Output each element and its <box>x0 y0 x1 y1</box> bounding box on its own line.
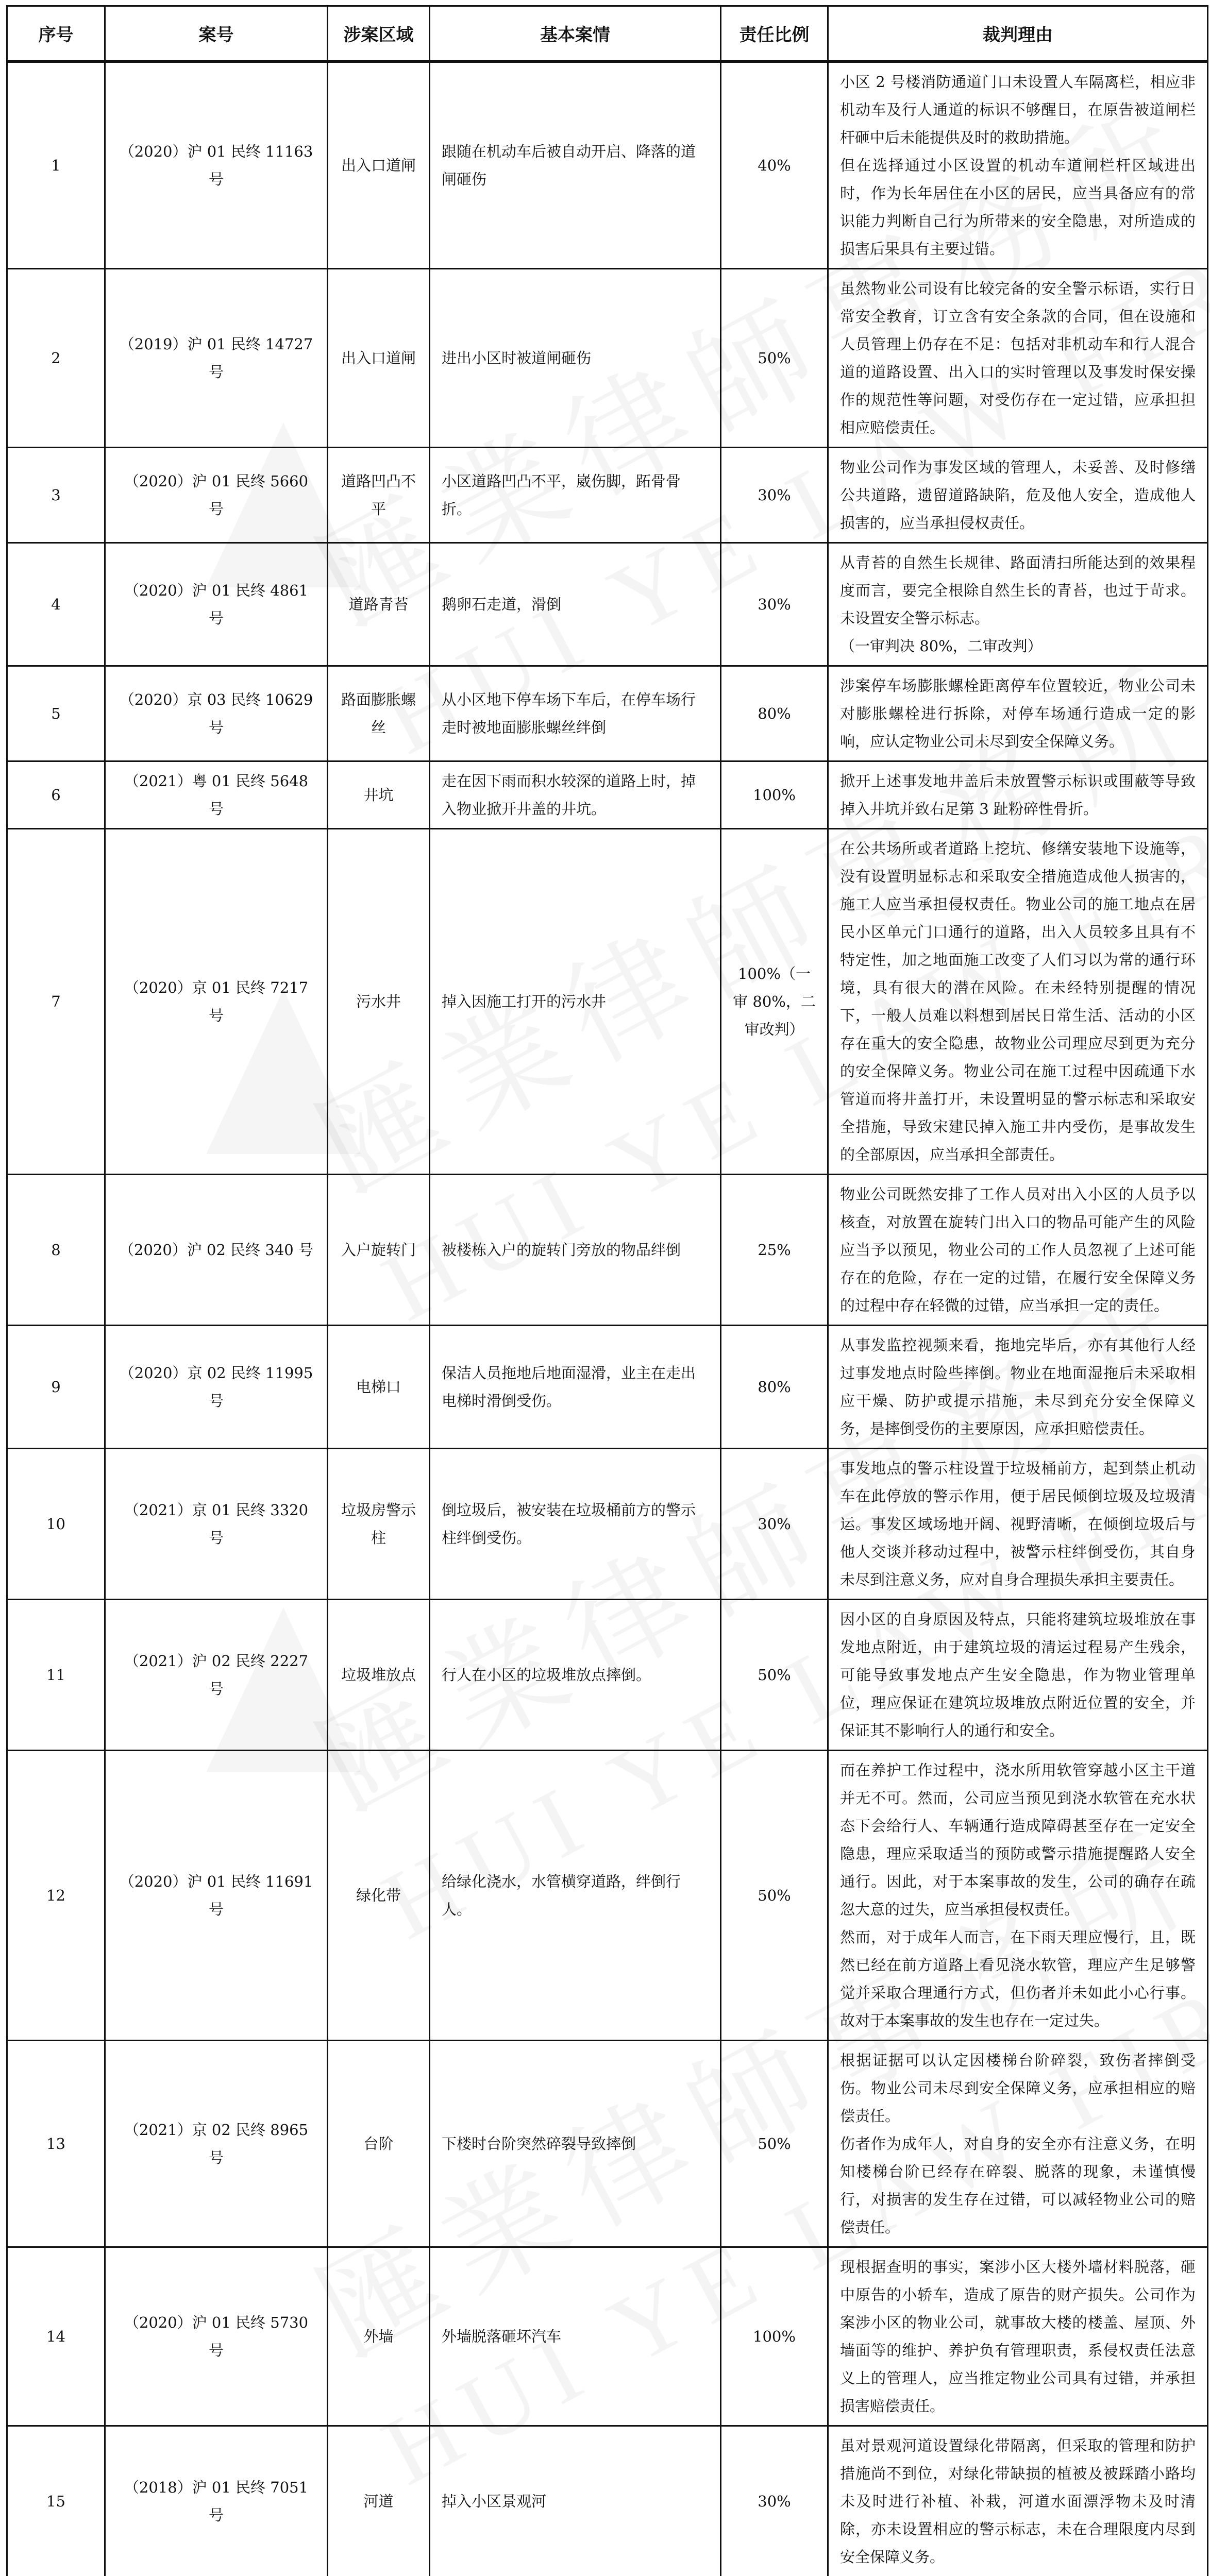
row-number: 8 <box>7 1175 105 1326</box>
row-number: 4 <box>7 543 105 666</box>
case-number: （2021）京 02 民终 8965 号 <box>105 2041 328 2247</box>
liability-ratio: 50% <box>721 1600 828 1751</box>
liability-ratio: 50% <box>721 1751 828 2041</box>
case-area: 垃圾堆放点 <box>328 1600 430 1751</box>
reason-paragraph: 涉案停车场膨胀螺栓距离停车位置较近，物业公司未对膨胀螺栓进行拆除，对停车场通行造成一定的影响，应认定物业公司未尽到安全保障义务。 <box>840 672 1196 755</box>
header-ratio: 责任比例 <box>721 6 828 62</box>
reason-paragraph: 而在养护工作过程中，浇水所用软管穿越小区主干道并无不可。然而，公司应当预见到浇水软管在充水状态下会给行人、车辆通行造成障碍甚至存在一定安全隐患，理应采取适当的预防或警示措施提醒路人安全通行。因此，对于本案事故的发生，公司的确存在疏忽大意的过失，应当承担侵权责任。 <box>840 1756 1196 1923</box>
row-number: 3 <box>7 448 105 543</box>
judgment-reason <box>828 269 1208 448</box>
header-case-number: 案号 <box>105 6 328 62</box>
liability-ratio: 100%（一审 80%，二审改判） <box>721 829 828 1175</box>
reason-paragraph: 因小区的自身原因及特点，只能将建筑垃圾堆放在事发地点附近，由于建筑垃圾的清运过程易产生残余，可能导致事发地点产生安全隐患，作为物业管理单位，理应保证在建筑垃圾堆放点附近位置的安全，并保证其不影响行人的通行和安全。 <box>840 1605 1196 1744</box>
row-number: 9 <box>7 1326 105 1449</box>
table-row <box>7 269 1208 448</box>
case-number: （2020）京 02 民终 11995 号 <box>105 1326 328 1449</box>
liability-ratio: 30% <box>721 543 828 666</box>
judgment-reason <box>828 2247 1208 2426</box>
case-area: 污水井 <box>328 829 430 1175</box>
case-facts: 鹅卵石走道，滑倒 <box>430 543 721 666</box>
case-facts: 跟随在机动车后被自动开启、降落的道闸砸伤 <box>430 61 721 269</box>
case-area: 电梯口 <box>328 1326 430 1449</box>
liability-ratio: 50% <box>721 2041 828 2247</box>
row-number: 14 <box>7 2247 105 2426</box>
row-number: 15 <box>7 2426 105 2576</box>
reason-paragraph: 虽然物业公司设有比较完备的安全警示标语，实行日常安全教育，订立含有安全条款的合同，但在设施和人员管理上仍存在不足：包括对非机动车和行人混合道的道路设置、出入口的实时管理以及事发时保安操作的规范性等问题，对受伤存在一定过错，应承担担相应赔偿责任。 <box>840 275 1196 442</box>
reason-paragraph: 从事发监控视频来看，拖地完毕后，亦有其他行人经过事发地点时险些摔倒。物业在地面湿拖后未采取相应干燥、防护或提示措施，未尽到充分安全保障义务，是摔倒受伤的主要原因，应承担赔偿责任。 <box>840 1331 1196 1443</box>
reason-paragraph: 掀开上述事发地井盖后未放置警示标识或围蔽等导致掉入井坑并致右足第 3 趾粉碎性骨折。 <box>840 767 1196 823</box>
judgment-reason <box>828 1175 1208 1326</box>
case-number: （2021）沪 02 民终 2227 号 <box>105 1600 328 1751</box>
reason-paragraph: 事发地点的警示柱设置于垃圾桶前方，起到禁止机动车在此停放的警示作用，便于居民倾倒垃圾及垃圾清运。事发区域场地开阔、视野清晰，在倾倒垃圾后与他人交谈并移动过程中，被警示柱绊倒受伤，其自身未尽到注意义务，应对自身合理损失承担主要责任。 <box>840 1454 1196 1594</box>
case-facts: 外墙脱落砸坏汽车 <box>430 2247 721 2426</box>
watermark-logo-icon <box>206 989 361 1154</box>
judgment-reason <box>828 666 1208 761</box>
reason-paragraph: 小区 2 号楼消防通道门口未设置人车隔离栏，相应非机动车及行人通道的标识不够醒目，在原告被道闸栏杆砸中后未能提供及时的救助措施。 <box>840 68 1196 151</box>
case-facts: 走在因下雨而积水较深的道路上时，掉入物业掀开井盖的井坑。 <box>430 761 721 829</box>
case-number: （2020）京 03 民终 10629 号 <box>105 666 328 761</box>
row-number: 1 <box>7 61 105 269</box>
case-number: （2020）沪 01 民终 4861 号 <box>105 543 328 666</box>
case-number: （2020）京 01 民终 7217 号 <box>105 829 328 1175</box>
case-facts: 下楼时台阶突然碎裂导致摔倒 <box>430 2041 721 2247</box>
table-row <box>7 761 1208 829</box>
row-number: 7 <box>7 829 105 1175</box>
case-area: 出入口道闸 <box>328 61 430 269</box>
reason-paragraph: 物业公司作为事发区域的管理人，未妥善、及时修缮公共道路，遗留道路缺陷，危及他人安全，造成他人损害的，应当承担侵权责任。 <box>840 453 1196 537</box>
case-facts: 从小区地下停车场下车后，在停车场行走时被地面膨胀螺丝绊倒 <box>430 666 721 761</box>
table-row <box>7 1449 1208 1600</box>
reason-paragraph: 在公共场所或者道路上挖坑、修缮安装地下设施等，没有设置明显标志和采取安全措施造成他人损害的，施工人应当承担侵权责任。物业公司的施工地点在居民小区单元门口通行的道路，出入人员较多且具有不特定性，加之地面施工改变了人们习以为常的通行环境，具有很大的潜在风险。在未经特别提醒的情况下，一般人员难以料想到居民日常生活、活动的小区存在重大的安全隐患，故物业公司理应尽到更为充分的安全保障义务。物业公司在施工过程中因疏通下水管道而将井盖打开，未设置明显的警示标志和采取安全措施，导致宋建民掉入施工井内受伤，是事故发生的全部原因，应当承担全部责任。 <box>840 835 1196 1168</box>
case-number: （2021）粤 01 民终 5648 号 <box>105 761 328 829</box>
row-number: 11 <box>7 1600 105 1751</box>
liability-ratio: 50% <box>721 269 828 448</box>
header-area: 涉案区域 <box>328 6 430 62</box>
case-area: 台阶 <box>328 2041 430 2247</box>
judgment-reason <box>828 543 1208 666</box>
liability-ratio: 40% <box>721 61 828 269</box>
judgment-reason <box>828 1751 1208 2041</box>
case-number: （2021）京 01 民终 3320 号 <box>105 1449 328 1600</box>
case-facts: 行人在小区的垃圾堆放点摔倒。 <box>430 1600 721 1751</box>
judgment-reason <box>828 2041 1208 2247</box>
header-reason: 裁判理由 <box>828 6 1208 62</box>
row-number: 6 <box>7 761 105 829</box>
judgment-reason <box>828 1326 1208 1449</box>
case-number: （2018）沪 01 民终 7051 号 <box>105 2426 328 2576</box>
judgment-reason <box>828 61 1208 269</box>
case-area: 绿化带 <box>328 1751 430 2041</box>
header-no: 序号 <box>7 6 105 62</box>
case-area: 外墙 <box>328 2247 430 2426</box>
row-number: 10 <box>7 1449 105 1600</box>
reason-paragraph: 从青苔的自然生长规律、路面清扫所能达到的效果程度而言，要完全根除自然生长的青苔，也过于苛求。未设置安全警示标志。 <box>840 549 1196 632</box>
judgment-reason <box>828 829 1208 1175</box>
table-row <box>7 61 1208 269</box>
table-row <box>7 1600 1208 1751</box>
liability-ratio: 80% <box>721 1326 828 1449</box>
reason-paragraph: 虽对景观河道设置绿化带隔离，但采取的管理和防护措施尚不到位，对绿化带缺损的植被及被踩踏小路均未及时进行补植、补栽，河道水面漂浮物未及时清除，亦未设置相应的警示标志，未在合理限度内尽到安全保障义务。 <box>840 2432 1196 2571</box>
case-area: 河道 <box>328 2426 430 2576</box>
case-number: （2020）沪 01 民终 5660 号 <box>105 448 328 543</box>
liability-ratio: 30% <box>721 1449 828 1600</box>
table-row <box>7 2247 1208 2426</box>
case-facts: 被楼栋入户的旋转门旁放的物品绊倒 <box>430 1175 721 1326</box>
reason-paragraph: 根据证据可以认定因楼梯台阶碎裂，致伤者摔倒受伤。物业公司未尽到安全保障义务，应承担相应的赔偿责任。 <box>840 2046 1196 2130</box>
table-row <box>7 666 1208 761</box>
liability-ratio: 30% <box>721 2426 828 2576</box>
case-number: （2020）沪 01 民终 11163 号 <box>105 61 328 269</box>
reason-paragraph: 现根据查明的事实，案涉小区大楼外墙材料脱落，砸中原告的小轿车，造成了原告的财产损失。公司作为案涉小区的物业公司，就事故大楼的楼盖、屋顶、外墙面等的维护、养护负有管理职责，系侵权责任法意义上的管理人，应当推定物业公司具有过错，并承担损害赔偿责任。 <box>840 2253 1196 2420</box>
reason-paragraph: 物业公司既然安排了工作人员对出入小区的人员予以核查，对放置在旋转门出入口的物品可能产生的风险应当予以预见，物业公司的工作人员忽视了上述可能存在的危险，存在一定的过错，在履行安全保障义务的过程中存在轻微的过错，应当承担一定的责任。 <box>840 1180 1196 1319</box>
row-number: 12 <box>7 1751 105 2041</box>
table-row <box>7 829 1208 1175</box>
reason-paragraph: 伤者作为成年人，对自身的安全亦有注意义务，在明知楼梯台阶已经存在碎裂、脱落的现象，未谨慎慢行，对损害的发生存在过错，可以减轻物业公司的赔偿责任。 <box>840 2130 1196 2241</box>
case-facts: 掉入小区景观河 <box>430 2426 721 2576</box>
liability-ratio: 80% <box>721 666 828 761</box>
case-facts: 掉入因施工打开的污水井 <box>430 829 721 1175</box>
case-area: 入户旋转门 <box>328 1175 430 1326</box>
table-row <box>7 448 1208 543</box>
case-number: （2020）沪 01 民终 11691 号 <box>105 1751 328 2041</box>
case-facts: 保洁人员拖地后地面湿滑，业主在走出电梯时滑倒受伤。 <box>430 1326 721 1449</box>
case-facts: 小区道路凹凸不平，崴伤脚，跖骨骨折。 <box>430 448 721 543</box>
case-facts: 给绿化浇水，水管横穿道路，绊倒行人。 <box>430 1751 721 2041</box>
case-area: 道路凹凸不平 <box>328 448 430 543</box>
case-facts: 倒垃圾后，被安装在垃圾桶前方的警示柱绊倒受伤。 <box>430 1449 721 1600</box>
table-body <box>7 61 1208 2576</box>
table-row <box>7 1175 1208 1326</box>
case-area: 垃圾房警示柱 <box>328 1449 430 1600</box>
row-number: 13 <box>7 2041 105 2247</box>
case-facts: 进出小区时被道闸砸伤 <box>430 269 721 448</box>
case-area: 井坑 <box>328 761 430 829</box>
judgment-reason <box>828 1449 1208 1600</box>
judgment-reason <box>828 2426 1208 2576</box>
table-row <box>7 543 1208 666</box>
table-row <box>7 1751 1208 2041</box>
judgment-reason <box>828 448 1208 543</box>
header-facts: 基本案情 <box>430 6 721 62</box>
case-number: （2020）沪 02 民终 340 号 <box>105 1175 328 1326</box>
judgment-reason <box>828 1600 1208 1751</box>
liability-ratio: 100% <box>721 2247 828 2426</box>
watermark-logo-icon <box>206 422 361 587</box>
reason-paragraph: 但在选择通过小区设置的机动车道闸栏杆区域进出时，作为长年居住在小区的居民，应当具备应有的常识能力判断自己行为所带来的安全隐患，对所造成的损害后果具有主要过错。 <box>840 151 1196 263</box>
case-number: （2020）沪 01 民终 5730 号 <box>105 2247 328 2426</box>
row-number: 5 <box>7 666 105 761</box>
reason-paragraph: （一审判决 80%，二审改判） <box>840 632 1196 660</box>
reason-paragraph: 然而，对于成年人而言，在下雨天理应慢行，且，既然已经在前方道路上看见浇水软管，理应产生足够警觉并采取合理通行方式，但伤者并未如此小心行事。故对于本案事故的发生也存在一定过失。 <box>840 1923 1196 2035</box>
liability-ratio: 30% <box>721 448 828 543</box>
liability-ratio: 100% <box>721 761 828 829</box>
case-area: 道路青苔 <box>328 543 430 666</box>
case-number: （2019）沪 01 民终 14727 号 <box>105 269 328 448</box>
table-row <box>7 2041 1208 2247</box>
case-table <box>6 5 1208 2576</box>
case-area: 出入口道闸 <box>328 269 430 448</box>
header-row <box>7 6 1208 62</box>
judgment-reason <box>828 761 1208 829</box>
watermark-logo-icon <box>206 1607 361 1772</box>
case-area: 路面膨胀螺丝 <box>328 666 430 761</box>
liability-ratio: 25% <box>721 1175 828 1326</box>
table-row <box>7 2426 1208 2576</box>
table-row <box>7 1326 1208 1449</box>
row-number: 2 <box>7 269 105 448</box>
